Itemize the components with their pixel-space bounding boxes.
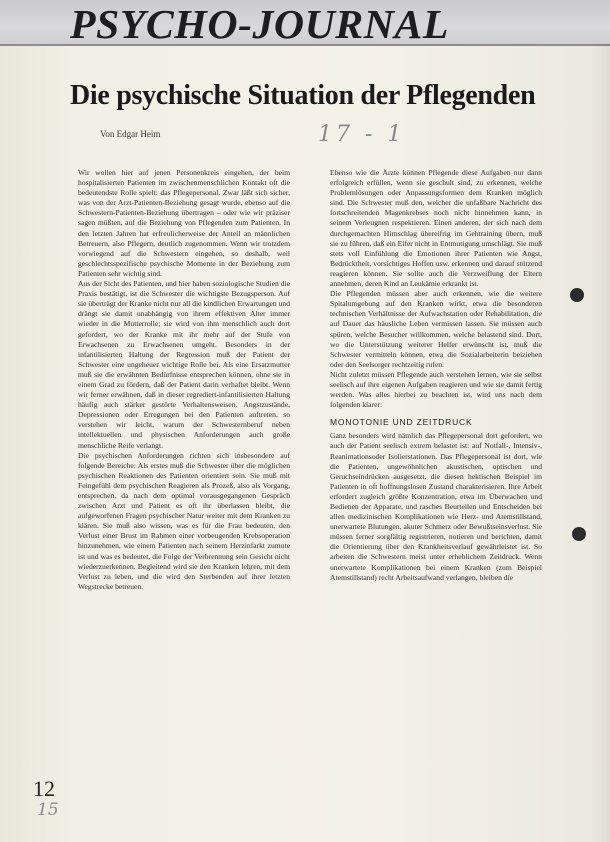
punch-hole — [572, 527, 586, 541]
paragraph: Ganz besonders wird nämlich das Pflegepersonal dort gefordert, wo auch der Patient seelisch extrem belastet ist: auf Notfall-, Intensiv-, Reanimationsoder Isolierstationen. Das Pflegepersonal ist dort, wie die Patienten, ungewöhnlichen akustischen, optischen und Geruchseindrücken ausgesetzt, die diesen hektischen Beispiel im Patienten in oft hoffnungslosen Zustand charakterisieren. Ihre Arbeit erfordert zugleich größte Konzentration, etwa im Überwachen und Bedienen der Apparate, und rasches Beurteilen und Entscheiden bei allen medizinischen Komplikationen wie Herz- und Atemstillstand, unerwartete Blutungen, akuter Schmerz oder Bewußtseinsverlust. Sie müssen ferner sorgfältig registrieren, notieren und berichten, damit die Orientierung über den Krankheitsverlauf gewährleistet ist. So arbeiten die Schwestern meist unter erheblichem Zeitdruck. Wenn unerwartete Komplikationen bei einem Kranken (zum Beispiel Atemstillstand) recht Arbeitsaufwand verlangen, bleiben die — [330, 431, 542, 582]
handwritten-page-number: 15 — [37, 800, 59, 820]
left-column — [78, 168, 290, 813]
paragraph: Ebenso wie die Ärzte können Pflegende diese Aufgaben nur dann erfolgreich erfüllen, wenn sie geschult sind, zu erkennen, welche Problemlösungen oder Anpassungsformen dem Kranken möglich sind. Die Schwester muß den, welcher die unfaßbare Nachricht des fortschreitenden Magenkrebses noch nicht hinnehmen kann, in seinem Verleugnen respektieren. Einen anderen, der sich nach dem durchgemachten Hirnschlag übereifrig im Gehtraining übern, muß sie zu führen, daß ein Eifer nicht in Entmutigung umschlägt. Sie muß stets voll Einfühlung die Emotionen ihrer Patienten wie Angst, Bedrücktheit, vorsichtiges Hoffen usw. erkennen und darauf stützend reagieren können. Sie sollte auch die Verzweiflung der Eltern annehmen, deren Kind an Leukämie erkrankt ist. — [330, 168, 542, 289]
article-headline: Die psychische Situation der Pflegenden — [70, 80, 536, 111]
paragraph: Die psychischen Anforderungen richten sich insbesondere auf folgende Bereiche: Als erstes muß die Schwester über die möglichen psychischen Reaktionen des Patienten orientiert sein. Sie muß mit Feingefühl dem psychischen Reagieren als Prozeß, also als Vorgang, entsprechen, da nach dem optimal vorausgegangenen Gespräch zwischen Arzt und Patient es oft ihr überlassen bleibt, die aufgeworfenen Fragen psychischer Natur weiter mit dem Kranken zu klären. Sie muß also wissen, was es für die Frau bedeuten, den Verlust einer Brust im Rahmen einer vorbeugenden Krebsoperation hinzunehmen, wie einem Patienten nach seinem Herzinfarkt zumute ist und was es bedeutet, die Folge der Verbrennung sein Gesicht nicht wiederzuerkennen. Begleitend wird sie den Kranken lehren, mit dem Verlust zu leben, und die wird den Sterbenden auf ihrer letzten Wegstrecke betreuen. — [78, 450, 290, 591]
paragraph: Wir wollen hier auf jenen Personenkreis eingehen, der beim hospitalisierten Patienten im zwischenmenschlichen Kontakt oft die bedeutendste Rolle spielt: das Pflegepersonal. Zwar läßt sich sicher, was von der Arzt-Patienten-Beziehung gesagt wurde, ebenso auf die Schwestern-Patienten-Beziehung übertragen – oder wie wir präziser sagen müßten, auf die Beziehung von Pflegenden zum Patienten. In den letzten Jahren hat erfreulicherweise der Anteil an männlichen Betreuern, also Pflegern, deutlich zugenommen. Wenn wir trotzdem vorwiegend auf die Schwestern eingehen, so deshalb, weil geschlechtsspezifische psychische Momente in der Beziehung zum Patienten sehr wichtig sind. — [78, 168, 290, 278]
journal-title: PSYCHO-JOURNAL — [70, 1, 449, 47]
article-byline: Von Edgar Heim — [100, 129, 161, 139]
handwritten-note: 17 - 1 — [318, 122, 406, 147]
section-heading: MONOTONIE UND ZEITDRUCK — [330, 417, 473, 428]
page-edge-shadow — [592, 44, 610, 842]
right-column — [330, 168, 542, 818]
paragraph: Aus der Sicht des Patienten, und hier haben soziologische Studien die Praxis bestätigt, ist die Schwester die wichtigste Bezugsperson. Auf sie überträgt der Kranke nicht nur all die kindlichen Erwartungen und drängt sie damit unabhängig von ihrem effektiven Alter immer wieder in die Mutterrolle; sie wird von ihm menschlich auch dort gefordert, wo der Kranke mit ihr mehr auf der Stufe von Erwachsenen zu Erwachsenen umgeht. Besonders in der infantilisierten Haltung der Regression muß der Patient der Schwester eine ungeheuer wichtige Rolle bei. Als eine Ersatzmutter muß sie die erwähnten Bedürfnisse entsprechen können, ohne sie in einem Grad zu fördern, daß der Patient darin verhaftet bleibt. Wenn wir ferner erwähnen, daß in dieser regrediert-infantilisierten Haltung häufig auch stärker gestörte Verhaltensweisen, Angstzustände, Depressionen oder Erregungen bei den Patienten auftreten, so verstehen wir leicht, warum der Schwesternberuf neben intellektuellen und physischen Anforderungen auch große menschliche Reife verlangt. — [78, 279, 290, 450]
paragraph: Die Pflegenden müssen aber auch erkennen, wie die weitere Spitalumgebung auf den Kranken wirkt, etwa die besonderen technischen Verhältnisse der Aufwachstation oder Rehabilitation, die auf Dauer das häusliche Leben vermissen lassen. Sie müssen auch spüren, welche Besucher willkommen, welche belastend sind. Dort, wo die Unterstützung weiterer Helfer erwünscht ist, muß die Schwester vermitteln können, etwa die Sozialarbeiterin beiziehen oder den Seelsorger rechtzeitig rufen. — [330, 289, 542, 369]
paragraph: Nicht zuletzt müssen Pflegende auch verstehen lernen, wie sie selbst seelisch auf ihre eigenen Aufgaben reagieren und wie sie damit fertig werden. Was alles hierbei zu beachten ist, wird uns nach dem folgenden klarer: — [330, 369, 542, 410]
punch-hole — [570, 288, 584, 302]
masthead — [0, 0, 610, 46]
page-number: 12 — [33, 776, 55, 801]
